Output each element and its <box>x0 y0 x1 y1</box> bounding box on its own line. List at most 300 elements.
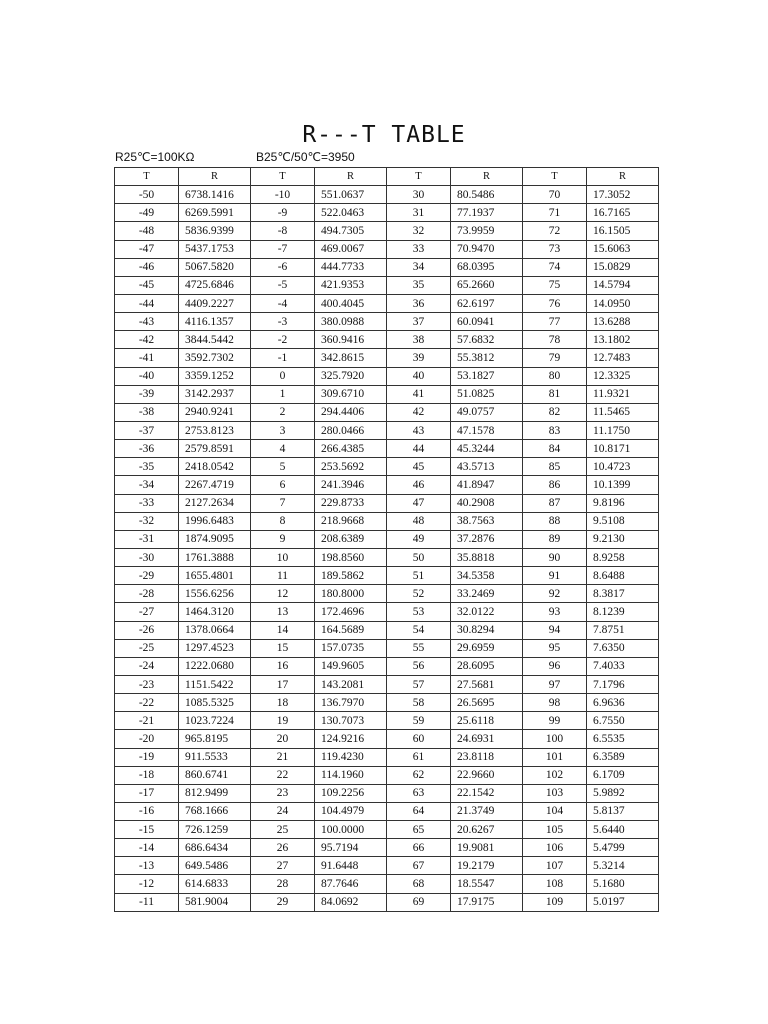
temperature-cell: 1 <box>251 385 315 403</box>
resistance-cell: 581.9004 <box>179 893 251 911</box>
temperature-cell: 16 <box>251 657 315 675</box>
temperature-cell: 37 <box>387 313 451 331</box>
resistance-cell: 229.8733 <box>315 494 387 512</box>
temperature-cell: 11 <box>251 567 315 585</box>
temperature-cell: -23 <box>115 675 179 693</box>
resistance-cell: 5.6440 <box>587 821 659 839</box>
table-row <box>115 675 659 693</box>
temperature-cell: -48 <box>115 222 179 240</box>
table-row <box>115 240 659 258</box>
table-row <box>115 512 659 530</box>
resistance-cell: 40.2908 <box>451 494 523 512</box>
resistance-cell: 70.9470 <box>451 240 523 258</box>
temperature-cell: 66 <box>387 839 451 857</box>
temperature-cell: 9 <box>251 530 315 548</box>
resistance-cell: 16.1505 <box>587 222 659 240</box>
temperature-cell: 97 <box>523 675 587 693</box>
temperature-cell: 5 <box>251 458 315 476</box>
temperature-cell: 2 <box>251 403 315 421</box>
resistance-cell: 143.2081 <box>315 675 387 693</box>
table-row <box>115 222 659 240</box>
temperature-cell: -28 <box>115 585 179 603</box>
temperature-cell: 60 <box>387 730 451 748</box>
resistance-cell: 3142.2937 <box>179 385 251 403</box>
temperature-cell: 7 <box>251 494 315 512</box>
resistance-cell: 4116.1357 <box>179 313 251 331</box>
temperature-cell: -25 <box>115 639 179 657</box>
resistance-cell: 309.6710 <box>315 385 387 403</box>
temperature-cell: 95 <box>523 639 587 657</box>
temperature-cell: -41 <box>115 349 179 367</box>
resistance-cell: 130.7073 <box>315 712 387 730</box>
resistance-cell: 12.3325 <box>587 367 659 385</box>
resistance-cell: 5.4799 <box>587 839 659 857</box>
temperature-cell: -3 <box>251 313 315 331</box>
table-row <box>115 730 659 748</box>
column-header-t: T <box>251 168 315 186</box>
temperature-cell: -9 <box>251 204 315 222</box>
temperature-cell: 24 <box>251 802 315 820</box>
temperature-cell: -31 <box>115 530 179 548</box>
table-row <box>115 893 659 911</box>
temperature-cell: 29 <box>251 893 315 911</box>
temperature-cell: 98 <box>523 694 587 712</box>
temperature-cell: 39 <box>387 349 451 367</box>
resistance-cell: 325.7920 <box>315 367 387 385</box>
resistance-cell: 14.5794 <box>587 276 659 294</box>
resistance-cell: 26.5695 <box>451 694 523 712</box>
resistance-cell: 965.8195 <box>179 730 251 748</box>
table-row <box>115 476 659 494</box>
table-row <box>115 313 659 331</box>
temperature-cell: -7 <box>251 240 315 258</box>
resistance-cell: 17.3052 <box>587 186 659 204</box>
resistance-cell: 17.9175 <box>451 893 523 911</box>
temperature-cell: 67 <box>387 857 451 875</box>
table-header-row <box>115 168 659 186</box>
table-row <box>115 530 659 548</box>
temperature-cell: 15 <box>251 639 315 657</box>
resistance-cell: 8.6488 <box>587 567 659 585</box>
temperature-cell: 17 <box>251 675 315 693</box>
resistance-cell: 3359.1252 <box>179 367 251 385</box>
table-row <box>115 258 659 276</box>
resistance-cell: 47.1578 <box>451 421 523 439</box>
temperature-cell: 63 <box>387 784 451 802</box>
resistance-cell: 172.4696 <box>315 603 387 621</box>
resistance-cell: 12.7483 <box>587 349 659 367</box>
temperature-cell: 79 <box>523 349 587 367</box>
temperature-cell: 76 <box>523 294 587 312</box>
resistance-cell: 19.2179 <box>451 857 523 875</box>
temperature-cell: -18 <box>115 766 179 784</box>
resistance-cell: 13.6288 <box>587 313 659 331</box>
resistance-cell: 686.6434 <box>179 839 251 857</box>
temperature-cell: -15 <box>115 821 179 839</box>
temperature-cell: 41 <box>387 385 451 403</box>
temperature-cell: -36 <box>115 440 179 458</box>
resistance-cell: 27.5681 <box>451 675 523 693</box>
resistance-cell: 860.6741 <box>179 766 251 784</box>
resistance-cell: 6738.1416 <box>179 186 251 204</box>
resistance-cell: 1297.4523 <box>179 639 251 657</box>
temperature-cell: 106 <box>523 839 587 857</box>
temperature-cell: -50 <box>115 186 179 204</box>
resistance-cell: 10.1399 <box>587 476 659 494</box>
temperature-cell: 54 <box>387 621 451 639</box>
temperature-cell: 8 <box>251 512 315 530</box>
temperature-cell: 40 <box>387 367 451 385</box>
temperature-cell: -38 <box>115 403 179 421</box>
resistance-cell: 5.8137 <box>587 802 659 820</box>
resistance-cell: 22.1542 <box>451 784 523 802</box>
b-value-parameter: B25℃/50℃=3950 <box>256 150 355 164</box>
resistance-cell: 180.8000 <box>315 585 387 603</box>
temperature-cell: 61 <box>387 748 451 766</box>
temperature-cell: 23 <box>251 784 315 802</box>
resistance-cell: 45.3244 <box>451 440 523 458</box>
temperature-cell: 59 <box>387 712 451 730</box>
resistance-cell: 280.0466 <box>315 421 387 439</box>
temperature-cell: -47 <box>115 240 179 258</box>
temperature-cell: 75 <box>523 276 587 294</box>
temperature-cell: -37 <box>115 421 179 439</box>
resistance-cell: 57.6832 <box>451 331 523 349</box>
resistance-cell: 14.0950 <box>587 294 659 312</box>
resistance-cell: 5836.9399 <box>179 222 251 240</box>
resistance-cell: 551.0637 <box>315 186 387 204</box>
resistance-cell: 23.8118 <box>451 748 523 766</box>
temperature-cell: 21 <box>251 748 315 766</box>
temperature-cell: 102 <box>523 766 587 784</box>
temperature-cell: -19 <box>115 748 179 766</box>
resistance-cell: 614.6833 <box>179 875 251 893</box>
table-row <box>115 839 659 857</box>
temperature-cell: 68 <box>387 875 451 893</box>
temperature-cell: 12 <box>251 585 315 603</box>
resistance-cell: 80.5486 <box>451 186 523 204</box>
resistance-cell: 3592.7302 <box>179 349 251 367</box>
resistance-cell: 726.1259 <box>179 821 251 839</box>
resistance-cell: 189.5862 <box>315 567 387 585</box>
resistance-cell: 164.5689 <box>315 621 387 639</box>
temperature-cell: 70 <box>523 186 587 204</box>
table-row <box>115 567 659 585</box>
temperature-cell: 100 <box>523 730 587 748</box>
resistance-cell: 1222.0680 <box>179 657 251 675</box>
resistance-cell: 198.8560 <box>315 548 387 566</box>
table-row <box>115 494 659 512</box>
temperature-cell: 107 <box>523 857 587 875</box>
resistance-cell: 360.9416 <box>315 331 387 349</box>
resistance-cell: 136.7970 <box>315 694 387 712</box>
resistance-cell: 10.4723 <box>587 458 659 476</box>
resistance-cell: 380.0988 <box>315 313 387 331</box>
temperature-cell: 72 <box>523 222 587 240</box>
column-header-r: R <box>179 168 251 186</box>
table-row <box>115 712 659 730</box>
temperature-cell: 52 <box>387 585 451 603</box>
temperature-cell: 20 <box>251 730 315 748</box>
table-row <box>115 204 659 222</box>
resistance-cell: 812.9499 <box>179 784 251 802</box>
resistance-cell: 400.4045 <box>315 294 387 312</box>
temperature-cell: 14 <box>251 621 315 639</box>
resistance-cell: 1378.0664 <box>179 621 251 639</box>
resistance-cell: 522.0463 <box>315 204 387 222</box>
temperature-cell: 80 <box>523 367 587 385</box>
table-row <box>115 276 659 294</box>
resistance-cell: 5.3214 <box>587 857 659 875</box>
table-row <box>115 766 659 784</box>
resistance-cell: 649.5486 <box>179 857 251 875</box>
resistance-cell: 6.3589 <box>587 748 659 766</box>
temperature-cell: -46 <box>115 258 179 276</box>
temperature-cell: 94 <box>523 621 587 639</box>
table-row <box>115 621 659 639</box>
resistance-cell: 34.5358 <box>451 567 523 585</box>
resistance-cell: 7.6350 <box>587 639 659 657</box>
resistance-cell: 114.1960 <box>315 766 387 784</box>
table-body <box>115 186 659 912</box>
resistance-cell: 43.5713 <box>451 458 523 476</box>
resistance-cell: 6269.5991 <box>179 204 251 222</box>
temperature-cell: -12 <box>115 875 179 893</box>
table-row <box>115 548 659 566</box>
temperature-cell: 31 <box>387 204 451 222</box>
column-header-t: T <box>115 168 179 186</box>
temperature-cell: -24 <box>115 657 179 675</box>
resistance-cell: 253.5692 <box>315 458 387 476</box>
resistance-cell: 22.9660 <box>451 766 523 784</box>
resistance-cell: 5.1680 <box>587 875 659 893</box>
temperature-cell: 88 <box>523 512 587 530</box>
temperature-cell: 86 <box>523 476 587 494</box>
resistance-cell: 13.1802 <box>587 331 659 349</box>
temperature-cell: 91 <box>523 567 587 585</box>
resistance-cell: 24.6931 <box>451 730 523 748</box>
resistance-cell: 5437.1753 <box>179 240 251 258</box>
resistance-cell: 7.1796 <box>587 675 659 693</box>
resistance-cell: 2753.8123 <box>179 421 251 439</box>
column-header-t: T <box>523 168 587 186</box>
temperature-cell: 36 <box>387 294 451 312</box>
resistance-cell: 109.2256 <box>315 784 387 802</box>
resistance-cell: 20.6267 <box>451 821 523 839</box>
temperature-cell: -30 <box>115 548 179 566</box>
resistance-cell: 157.0735 <box>315 639 387 657</box>
resistance-cell: 28.6095 <box>451 657 523 675</box>
temperature-cell: -32 <box>115 512 179 530</box>
temperature-cell: -8 <box>251 222 315 240</box>
resistance-cell: 104.4979 <box>315 802 387 820</box>
resistance-cell: 1023.7224 <box>179 712 251 730</box>
temperature-cell: 32 <box>387 222 451 240</box>
temperature-cell: 0 <box>251 367 315 385</box>
temperature-cell: -45 <box>115 276 179 294</box>
temperature-cell: 33 <box>387 240 451 258</box>
resistance-cell: 11.9321 <box>587 385 659 403</box>
resistance-cell: 1085.5325 <box>179 694 251 712</box>
temperature-cell: 4 <box>251 440 315 458</box>
resistance-cell: 1655.4801 <box>179 567 251 585</box>
resistance-cell: 444.7733 <box>315 258 387 276</box>
temperature-cell: 64 <box>387 802 451 820</box>
resistance-cell: 266.4385 <box>315 440 387 458</box>
resistance-cell: 11.5465 <box>587 403 659 421</box>
resistance-cell: 7.8751 <box>587 621 659 639</box>
temperature-cell: 38 <box>387 331 451 349</box>
temperature-cell: 109 <box>523 893 587 911</box>
column-header-r: R <box>451 168 523 186</box>
temperature-cell: 26 <box>251 839 315 857</box>
resistance-cell: 149.9605 <box>315 657 387 675</box>
table-row <box>115 403 659 421</box>
temperature-cell: -16 <box>115 802 179 820</box>
temperature-cell: 108 <box>523 875 587 893</box>
resistance-cell: 8.1239 <box>587 603 659 621</box>
temperature-cell: 96 <box>523 657 587 675</box>
resistance-cell: 2127.2634 <box>179 494 251 512</box>
table-row <box>115 585 659 603</box>
resistance-cell: 5.0197 <box>587 893 659 911</box>
resistance-cell: 1874.9095 <box>179 530 251 548</box>
resistance-cell: 41.8947 <box>451 476 523 494</box>
table-row <box>115 349 659 367</box>
temperature-cell: -22 <box>115 694 179 712</box>
resistance-cell: 100.0000 <box>315 821 387 839</box>
temperature-cell: 22 <box>251 766 315 784</box>
temperature-cell: 46 <box>387 476 451 494</box>
resistance-cell: 9.5108 <box>587 512 659 530</box>
resistance-cell: 9.2130 <box>587 530 659 548</box>
table-row <box>115 639 659 657</box>
temperature-cell: 53 <box>387 603 451 621</box>
table-row <box>115 821 659 839</box>
temperature-cell: 103 <box>523 784 587 802</box>
temperature-cell: 104 <box>523 802 587 820</box>
resistance-cell: 4725.6846 <box>179 276 251 294</box>
temperature-cell: 19 <box>251 712 315 730</box>
column-header-r: R <box>315 168 387 186</box>
resistance-cell: 11.1750 <box>587 421 659 439</box>
resistance-cell: 68.0395 <box>451 258 523 276</box>
resistance-cell: 77.1937 <box>451 204 523 222</box>
temperature-cell: 56 <box>387 657 451 675</box>
resistance-cell: 1556.6256 <box>179 585 251 603</box>
temperature-cell: 35 <box>387 276 451 294</box>
temperature-cell: -4 <box>251 294 315 312</box>
temperature-cell: -5 <box>251 276 315 294</box>
resistance-cell: 294.4406 <box>315 403 387 421</box>
resistance-cell: 29.6959 <box>451 639 523 657</box>
resistance-cell: 18.5547 <box>451 875 523 893</box>
resistance-cell: 119.4230 <box>315 748 387 766</box>
temperature-cell: -10 <box>251 186 315 204</box>
temperature-cell: 6 <box>251 476 315 494</box>
temperature-cell: 25 <box>251 821 315 839</box>
temperature-cell: -27 <box>115 603 179 621</box>
temperature-cell: -2 <box>251 331 315 349</box>
temperature-cell: 93 <box>523 603 587 621</box>
resistance-cell: 21.3749 <box>451 802 523 820</box>
temperature-cell: 105 <box>523 821 587 839</box>
resistance-cell: 15.0829 <box>587 258 659 276</box>
temperature-cell: 77 <box>523 313 587 331</box>
resistance-cell: 2940.9241 <box>179 403 251 421</box>
resistance-cell: 241.3946 <box>315 476 387 494</box>
temperature-cell: 49 <box>387 530 451 548</box>
temperature-cell: 65 <box>387 821 451 839</box>
temperature-cell: 27 <box>251 857 315 875</box>
resistance-cell: 1996.6483 <box>179 512 251 530</box>
temperature-cell: 58 <box>387 694 451 712</box>
temperature-cell: 51 <box>387 567 451 585</box>
temperature-cell: 82 <box>523 403 587 421</box>
table-row <box>115 603 659 621</box>
resistance-cell: 9.8196 <box>587 494 659 512</box>
temperature-cell: -34 <box>115 476 179 494</box>
temperature-cell: -6 <box>251 258 315 276</box>
resistance-cell: 33.2469 <box>451 585 523 603</box>
resistance-cell: 208.6389 <box>315 530 387 548</box>
temperature-cell: -42 <box>115 331 179 349</box>
temperature-cell: 69 <box>387 893 451 911</box>
resistance-cell: 49.0757 <box>451 403 523 421</box>
rt-table <box>114 167 659 912</box>
resistance-cell: 5.9892 <box>587 784 659 802</box>
resistance-cell: 38.7563 <box>451 512 523 530</box>
temperature-cell: 83 <box>523 421 587 439</box>
resistance-cell: 494.7305 <box>315 222 387 240</box>
table-row <box>115 694 659 712</box>
temperature-cell: 44 <box>387 440 451 458</box>
temperature-cell: 73 <box>523 240 587 258</box>
temperature-cell: 87 <box>523 494 587 512</box>
temperature-cell: 34 <box>387 258 451 276</box>
resistance-cell: 124.9216 <box>315 730 387 748</box>
table-row <box>115 440 659 458</box>
temperature-cell: -44 <box>115 294 179 312</box>
resistance-cell: 3844.5442 <box>179 331 251 349</box>
temperature-cell: -20 <box>115 730 179 748</box>
resistance-cell: 91.6448 <box>315 857 387 875</box>
table-row <box>115 784 659 802</box>
resistance-cell: 51.0825 <box>451 385 523 403</box>
resistance-cell: 53.1827 <box>451 367 523 385</box>
resistance-cell: 421.9353 <box>315 276 387 294</box>
resistance-cell: 6.7550 <box>587 712 659 730</box>
temperature-cell: -17 <box>115 784 179 802</box>
table-row <box>115 331 659 349</box>
temperature-cell: 71 <box>523 204 587 222</box>
temperature-cell: -21 <box>115 712 179 730</box>
resistance-cell: 60.0941 <box>451 313 523 331</box>
temperature-cell: -13 <box>115 857 179 875</box>
resistance-cell: 30.8294 <box>451 621 523 639</box>
temperature-cell: 43 <box>387 421 451 439</box>
temperature-cell: 74 <box>523 258 587 276</box>
temperature-cell: -33 <box>115 494 179 512</box>
table-row <box>115 458 659 476</box>
temperature-cell: 90 <box>523 548 587 566</box>
column-header-r: R <box>587 168 659 186</box>
resistance-cell: 342.8615 <box>315 349 387 367</box>
temperature-cell: 85 <box>523 458 587 476</box>
temperature-cell: 62 <box>387 766 451 784</box>
table-row <box>115 657 659 675</box>
temperature-cell: -1 <box>251 349 315 367</box>
